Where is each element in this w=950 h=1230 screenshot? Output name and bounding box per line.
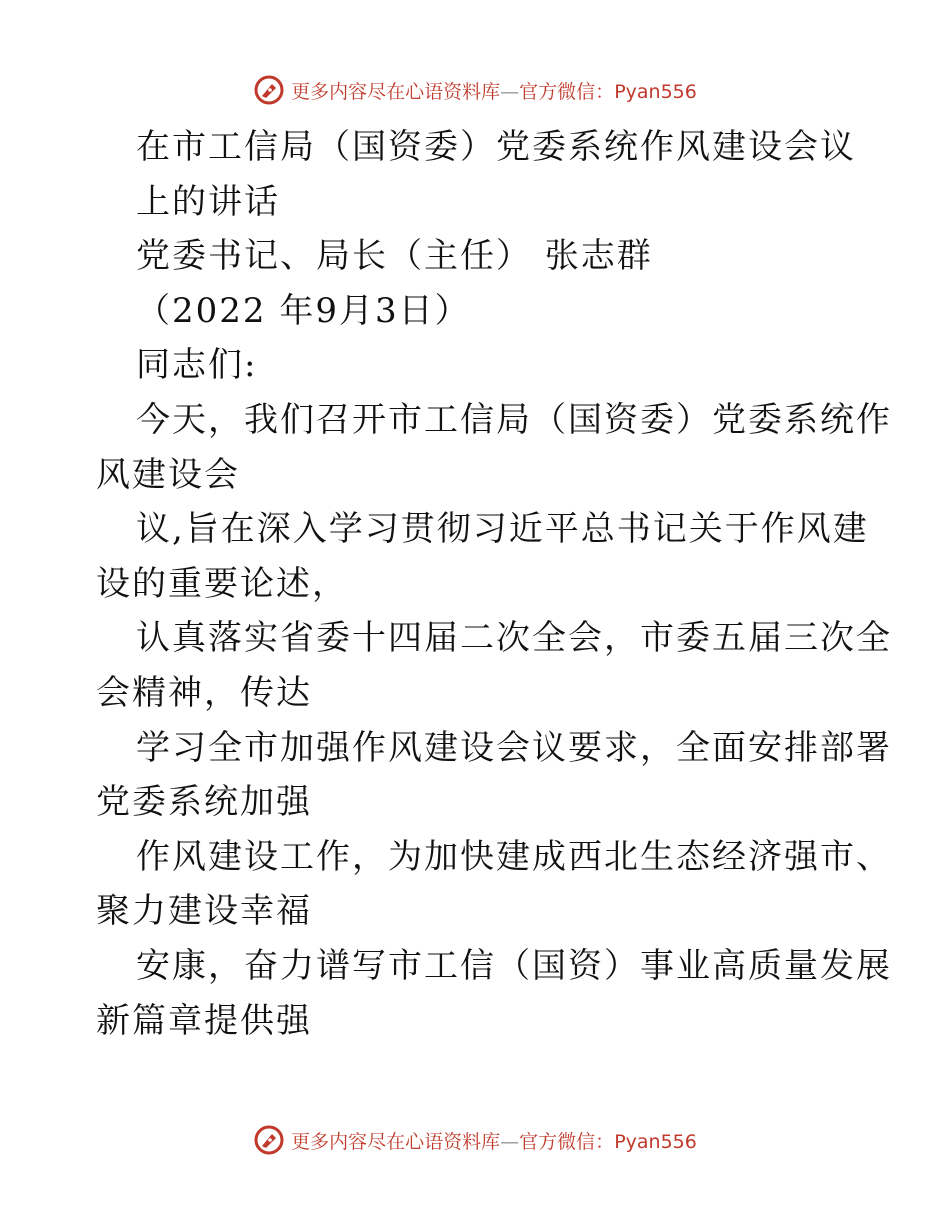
watermark-text xyxy=(291,1127,697,1154)
body-line: 新篇章提供强 xyxy=(96,1000,312,1041)
salutation: 同志们: xyxy=(136,345,258,386)
watermark-brand: 更多内容尽在心语资料库 xyxy=(291,1130,501,1153)
body-line: 党委系统加强 xyxy=(96,782,312,823)
watermark-official-label: 官方微信： xyxy=(519,80,615,103)
speaker-line: 党委书记、局长（主任） 张志群 xyxy=(136,236,653,277)
pen-nib-seal-icon xyxy=(253,1124,285,1156)
body-line: 学习全市加强作风建设会议要求，全面安排部署 xyxy=(136,727,892,768)
watermark-brand: 更多内容尽在心语资料库 xyxy=(291,80,501,103)
body-line: 聚力建设幸福 xyxy=(96,891,312,932)
body-line: 议,旨在深入学习贯彻习近平总书记关于作风建 xyxy=(136,509,869,550)
body-line: 今天，我们召开市工信局（国资委）党委系统作 xyxy=(136,399,892,440)
top-watermark xyxy=(0,70,950,110)
body-line: 会精神，传达 xyxy=(96,672,312,713)
document-body xyxy=(96,120,892,1048)
body-line: 风建设会 xyxy=(96,454,240,495)
title-line-1: 在市工信局（国资委）党委系统作风建设会议 xyxy=(136,127,856,167)
body-line: 认真落实省委十四届二次全会，市委五届三次全 xyxy=(136,618,892,659)
watermark-official-label: 官方微信： xyxy=(519,1130,615,1153)
title-line-2: 上的讲话 xyxy=(136,181,280,222)
watermark-wechat-id: Pyan556 xyxy=(614,80,697,103)
body-paragraph xyxy=(96,393,892,1048)
watermark-wechat-id: Pyan556 xyxy=(614,1130,697,1153)
watermark-separator: — xyxy=(500,80,520,103)
date-line: （2022 年9月3日） xyxy=(136,290,471,331)
body-line: 作风建设工作，为加快建成西北生态经济强市、 xyxy=(136,836,892,877)
bottom-watermark xyxy=(0,1120,950,1160)
watermark-text xyxy=(291,77,697,104)
body-line: 设的重要论述， xyxy=(96,563,348,604)
watermark-separator: — xyxy=(500,1130,520,1153)
pen-nib-seal-icon xyxy=(253,74,285,106)
body-line: 安康，奋力谱写市工信（国资）事业高质量发展 xyxy=(136,945,892,986)
